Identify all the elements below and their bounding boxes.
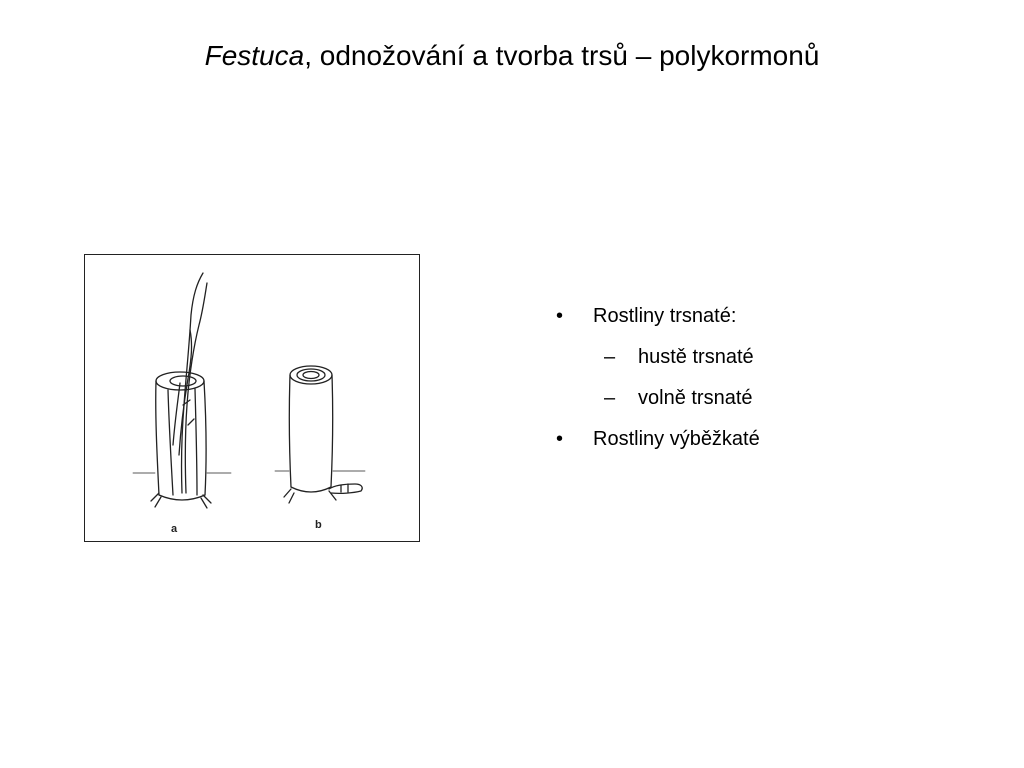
tillering-drawing xyxy=(85,255,418,540)
bullet-item xyxy=(556,302,996,343)
dash-marker: – xyxy=(604,387,616,409)
extravaginal-tiller-drawing xyxy=(275,366,365,503)
sub-bullet-item xyxy=(556,343,996,384)
tillering-illustration xyxy=(84,254,420,542)
figure-label-b: b xyxy=(315,519,322,531)
bullet-text: Rostliny výběžkaté xyxy=(593,428,760,450)
title-text: , odnožování a tvorba trsů – polykormonů xyxy=(304,40,820,71)
title-genus: Festuca xyxy=(204,40,305,71)
dash-marker: – xyxy=(604,346,616,368)
sub-bullet-item xyxy=(556,384,996,425)
bullet-item xyxy=(556,425,996,466)
figure-label-a: a xyxy=(171,523,178,535)
bullet-text: Rostliny trsnaté: xyxy=(593,305,737,327)
sub-bullet-text: volně trsnaté xyxy=(638,387,753,409)
bullet-list xyxy=(556,302,996,466)
bullet-marker: • xyxy=(556,428,564,450)
bullet-marker: • xyxy=(556,305,564,327)
intravaginal-tiller-drawing xyxy=(133,273,231,508)
slide-title xyxy=(0,36,1024,76)
sub-bullet-text: hustě trsnaté xyxy=(638,346,754,368)
